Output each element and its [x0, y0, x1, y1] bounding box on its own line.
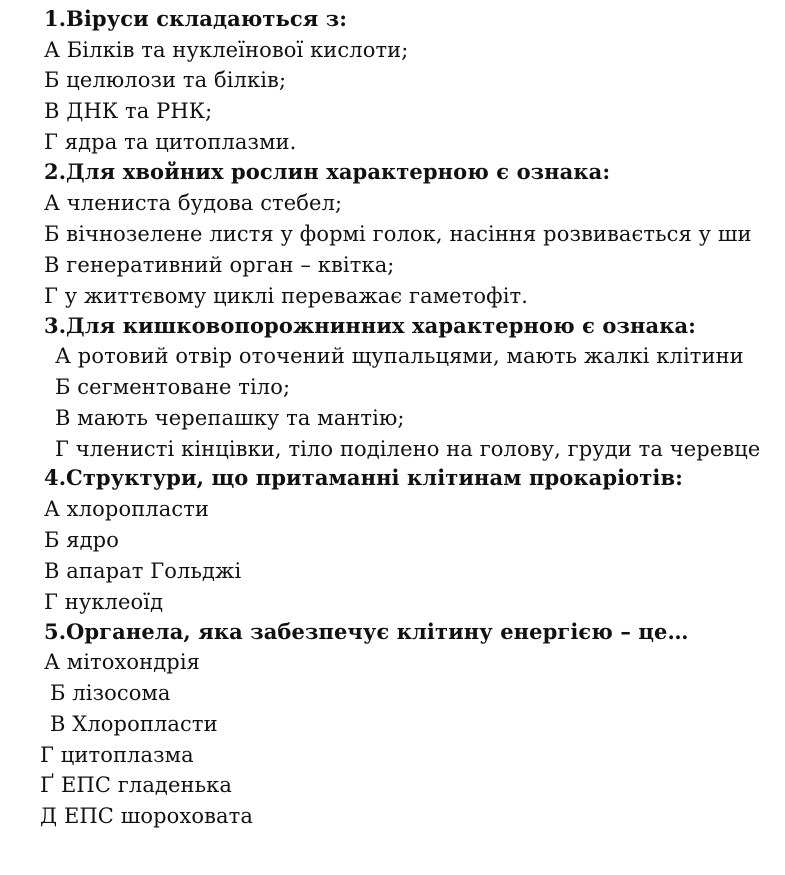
- answer-option: Г ядра та цитоплазми.: [44, 130, 297, 154]
- question-5-title: [44, 619, 689, 645]
- answer-option: В генеративний орган – квітка;: [44, 253, 395, 277]
- question-2-title: [44, 159, 610, 185]
- question-number: 3.: [44, 313, 67, 338]
- answer-option: Г членисті кінцівки, тіло поділено на голову, груди та черевце: [55, 437, 761, 461]
- answer-option: Б вічнозелене листя у формі голок, насіння розвивається у ши: [44, 222, 752, 246]
- answer-option: Б сегментоване тіло;: [55, 375, 291, 399]
- question-text: Для кишковопорожнинних характерною є ознака:: [66, 313, 697, 338]
- answer-option: Ґ ЕПС гладенька: [40, 773, 232, 797]
- answer-option: Б ядро: [44, 528, 119, 552]
- answer-option: А ротовий отвір оточений щупальцями, мають жалкі клітини: [55, 344, 744, 368]
- question-number: 2.: [44, 159, 67, 184]
- answer-option: В апарат Гольджі: [44, 559, 242, 583]
- question-1-title: [44, 6, 347, 32]
- answer-option: Д ЕПС шороховата: [40, 804, 253, 828]
- answer-option: Г у життєвому циклі переважає гаметофіт.: [44, 284, 529, 308]
- question-number: 4.: [44, 465, 67, 490]
- answer-option: В Хлоропласти: [50, 712, 218, 736]
- question-3-title: [44, 313, 696, 339]
- answer-option: Г цитоплазма: [40, 743, 194, 767]
- answer-option: А хлоропласти: [44, 497, 210, 521]
- question-text: Віруси складаються з:: [66, 6, 348, 31]
- answer-option: А Білків та нуклеїнової кислоти;: [44, 38, 409, 62]
- answer-option: А члениста будова стебел;: [44, 191, 343, 215]
- answer-option: Б лізосома: [50, 681, 171, 705]
- question-text: Органела, яка забезпечує клітину енергією – це…: [66, 619, 689, 644]
- answer-option: В мають черепашку та мантію;: [55, 406, 405, 430]
- question-number: 5.: [44, 619, 67, 644]
- question-text: Для хвойних рослин характерною є ознака:: [66, 159, 611, 184]
- answer-option: Б целюлози та білків;: [44, 68, 287, 92]
- answer-option: Г нуклеоїд: [44, 590, 164, 614]
- question-text: Структури, що притаманні клітинам прокаріотів:: [66, 465, 684, 490]
- answer-option: В ДНК та РНК;: [44, 99, 213, 123]
- question-4-title: [44, 465, 683, 491]
- answer-option: А мітохондрія: [44, 650, 201, 674]
- question-number: 1.: [44, 6, 67, 31]
